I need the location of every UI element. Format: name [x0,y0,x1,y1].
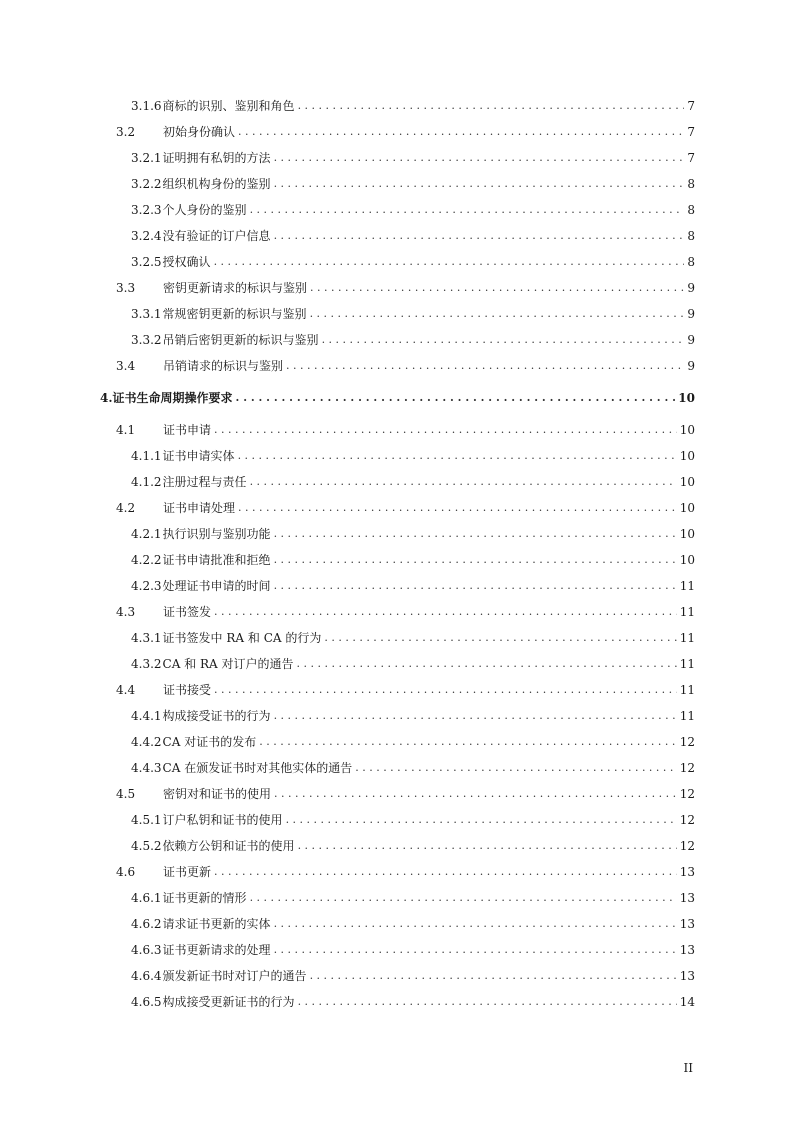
dot-leader [236,392,676,403]
dot-leader [274,178,685,189]
dot-leader [214,424,677,435]
toc-entry-number: 3.2.3 [131,203,162,217]
toc-entry-3-2-3[interactable] [0,197,794,223]
toc-entry-4-1[interactable] [0,417,794,443]
dot-leader [214,256,685,267]
toc-entry-4[interactable] [0,379,794,417]
toc-entry-number: 4.3.1 [131,631,162,645]
dot-leader [322,334,685,345]
toc-entry-title: 颁发新证书时对订户的通告 [162,969,307,983]
toc-entry-number: 4.6.1 [131,891,162,905]
toc-entry-number: 3.3.2 [131,333,162,347]
toc-entry-4-4-1[interactable] [0,703,794,729]
toc-entry-title: 吊销后密钥更新的标识与鉴别 [162,333,319,347]
toc-entry-title: 授权确认 [162,255,211,269]
toc-entry-number: 4.5.2 [131,839,162,853]
toc-entry-4-3-1[interactable] [0,625,794,651]
toc-entry-number: 4.5 [116,787,136,801]
toc-entry-title: CA 对证书的发布 [162,735,257,749]
toc-entry-3-4[interactable] [0,353,794,379]
toc-entry-number: 3.2.5 [131,255,162,269]
dot-leader [274,918,677,929]
toc-entry-number: 4.2.2 [131,553,162,567]
toc-entry-title: 证书更新请求的处理 [162,943,271,957]
toc-entry-page: 11 [679,657,695,671]
dot-leader [310,282,684,293]
toc-entry-number: 4.4.1 [131,709,162,723]
toc-entry-title: 证书签发 [163,605,212,619]
dot-leader [274,554,677,565]
toc-entry-4-2-1[interactable] [0,521,794,547]
toc-entry-title: 请求证书更新的实体 [162,917,271,931]
dot-leader [310,970,677,981]
toc-entry-title: 初始身份确认 [163,125,236,139]
toc-entry-4-6-3[interactable] [0,937,794,963]
toc-entry-3-1-6[interactable] [0,93,794,119]
toc-entry-title: 密钥对和证书的使用 [163,787,272,801]
toc-entry-title: CA 在颁发证书时对其他实体的通告 [162,761,353,775]
toc-entry-title: 证书申请实体 [162,449,235,463]
toc-entry-4-1-1[interactable] [0,443,794,469]
toc-entry-3-2-4[interactable] [0,223,794,249]
toc-entry-3-3[interactable] [0,275,794,301]
toc-entry-4-6-4[interactable] [0,963,794,989]
toc-entry-page: 8 [687,255,695,269]
toc-entry-number: 4.6.5 [131,995,162,1009]
dot-leader [298,996,677,1007]
dot-leader [274,580,677,591]
toc-entry-page: 8 [687,203,695,217]
toc-entry-title: 证书申请批准和拒绝 [162,553,271,567]
dot-leader [286,814,677,825]
dot-leader [250,476,677,487]
toc-entry-4-5[interactable] [0,781,794,807]
toc-entry-page: 12 [679,839,695,853]
toc-entry-number: 3.2.2 [131,177,162,191]
dot-leader [324,632,676,643]
toc-entry-title: 证书申请处理 [163,501,236,515]
dot-leader [298,840,677,851]
toc-entry-title: 组织机构身份的鉴别 [162,177,271,191]
toc-entry-page: 11 [679,579,695,593]
toc-entry-title: CA 和 RA 对订户的通告 [162,657,294,671]
toc-entry-title: 证明拥有私钥的方法 [162,151,271,165]
dot-leader [250,892,677,903]
toc-entry-title: 依赖方公钥和证书的使用 [162,839,295,853]
dot-leader [274,944,677,955]
toc-entry-number: 3.2 [116,125,136,139]
toc-entry-page: 9 [687,359,695,373]
dot-leader [310,308,685,319]
toc-entry-page: 13 [679,865,695,879]
toc-entry-title: 常规密钥更新的标识与鉴别 [162,307,307,321]
toc-entry-number: 4.6.4 [131,969,162,983]
toc-entry-page: 10 [679,475,695,489]
toc-entry-number: 4.6 [116,865,136,879]
toc-entry-page: 10 [679,527,695,541]
toc-entry-4-6[interactable] [0,859,794,885]
toc-entry-page: 7 [687,125,695,139]
toc-entry-number: 4.1 [116,423,136,437]
toc-entry-number: 3.2.1 [131,151,162,165]
toc-entry-page: 10 [679,423,695,437]
toc-entry-page: 13 [679,891,695,905]
toc-entry-number: 4.2 [116,501,136,515]
toc-entry-page: 11 [679,605,695,619]
dot-leader [274,528,677,539]
toc-entry-4-4-3[interactable] [0,755,794,781]
toc-entry-number: 4.4.3 [131,761,162,775]
toc-entry-title: 处理证书申请的时间 [162,579,271,593]
dot-leader [238,450,677,461]
toc-entry-4-5-2[interactable] [0,833,794,859]
toc-entry-4-6-1[interactable] [0,885,794,911]
toc-entry-page: 12 [679,761,695,775]
toc-entry-4-2[interactable] [0,495,794,521]
dot-leader [214,606,677,617]
toc-entry-page: 8 [687,177,695,191]
toc-entry-page: 12 [679,735,695,749]
toc-entry-number: 3.1.6 [131,99,162,113]
dot-leader [250,204,685,215]
dot-leader [214,866,677,877]
dot-leader [274,788,677,799]
toc-entry-page: 13 [679,917,695,931]
toc-entry-4-6-5[interactable] [0,989,794,1015]
toc-entry-number: 4.2.1 [131,527,162,541]
toc-entry-page: 13 [679,969,695,983]
toc-entry-title: 商标的识别、鉴别和角色 [162,99,295,113]
toc-entry-title: 注册过程与责任 [162,475,247,489]
toc-entry-number: 4. [100,391,113,405]
toc-entry-3-3-1[interactable] [0,301,794,327]
toc-entry-page: 11 [679,709,695,723]
toc-entry-page: 10 [679,553,695,567]
toc-entry-4-3[interactable] [0,599,794,625]
toc-entry-number: 4.6.2 [131,917,162,931]
toc-entry-page: 7 [687,99,695,113]
toc-entry-page: 11 [679,683,695,697]
toc-entry-title: 证书签发中 RA 和 CA 的行为 [162,631,322,645]
toc-entry-3-2-2[interactable] [0,171,794,197]
toc-entry-page: 8 [687,229,695,243]
footer-page-number: II [683,1061,693,1075]
toc-entry-number: 3.3 [116,281,136,295]
dot-leader [238,502,677,513]
toc-entry-number: 3.2.4 [131,229,162,243]
toc-entry-page: 10 [678,391,695,405]
dot-leader [298,100,685,111]
dot-leader [214,684,677,695]
toc-entry-title: 吊销请求的标识与鉴别 [163,359,284,373]
toc-entry-page: 7 [687,151,695,165]
toc-entry-number: 4.3 [116,605,136,619]
dot-leader [259,736,677,747]
toc-entry-page: 11 [679,631,695,645]
dot-leader [286,360,684,371]
toc-entry-4-4[interactable] [0,677,794,703]
toc-entry-4-2-3[interactable] [0,573,794,599]
toc-entry-title: 订户私钥和证书的使用 [162,813,283,827]
toc-entry-title: 没有验证的订户信息 [162,229,271,243]
toc-entry-4-1-2[interactable] [0,469,794,495]
table-of-contents [0,93,794,1015]
toc-entry-3-3-2[interactable] [0,327,794,353]
toc-entry-page: 12 [679,813,695,827]
toc-entry-title: 密钥更新请求的标识与鉴别 [163,281,308,295]
toc-entry-4-5-1[interactable] [0,807,794,833]
toc-entry-title: 执行识别与鉴别功能 [162,527,271,541]
toc-entry-3-2[interactable] [0,119,794,145]
toc-entry-number: 4.1.2 [131,475,162,489]
toc-entry-title: 证书更新 [163,865,212,879]
toc-entry-number: 4.4.2 [131,735,162,749]
toc-entry-page: 10 [679,449,695,463]
toc-entry-title: 构成接受证书的行为 [162,709,271,723]
toc-entry-title: 证书申请 [163,423,212,437]
toc-entry-4-2-2[interactable] [0,547,794,573]
toc-entry-page: 10 [679,501,695,515]
toc-entry-page: 9 [687,307,695,321]
dot-leader [274,230,685,241]
toc-entry-number: 3.4 [116,359,136,373]
toc-entry-number: 4.6.3 [131,943,162,957]
toc-entry-title: 个人身份的鉴别 [162,203,247,217]
toc-entry-title: 证书接受 [163,683,212,697]
toc-entry-page: 9 [687,281,695,295]
toc-entry-title: 构成接受更新证书的行为 [162,995,295,1009]
toc-entry-4-3-2[interactable] [0,651,794,677]
toc-entry-page: 9 [687,333,695,347]
dot-leader [297,658,677,669]
toc-entry-3-2-5[interactable] [0,249,794,275]
toc-entry-4-4-2[interactable] [0,729,794,755]
toc-entry-number: 4.4 [116,683,136,697]
toc-entry-3-2-1[interactable] [0,145,794,171]
toc-entry-page: 13 [679,943,695,957]
dot-leader [238,126,684,137]
toc-entry-number: 4.5.1 [131,813,162,827]
toc-entry-page: 14 [679,995,695,1009]
toc-entry-number: 3.3.1 [131,307,162,321]
dot-leader [355,762,677,773]
toc-entry-number: 4.1.1 [131,449,162,463]
toc-entry-title: 证书更新的情形 [162,891,247,905]
toc-entry-4-6-2[interactable] [0,911,794,937]
dot-leader [274,152,685,163]
toc-entry-number: 4.3.2 [131,657,162,671]
toc-entry-number: 4.2.3 [131,579,162,593]
dot-leader [274,710,677,721]
toc-entry-page: 12 [679,787,695,801]
toc-entry-title: 证书生命周期操作要求 [112,391,233,405]
